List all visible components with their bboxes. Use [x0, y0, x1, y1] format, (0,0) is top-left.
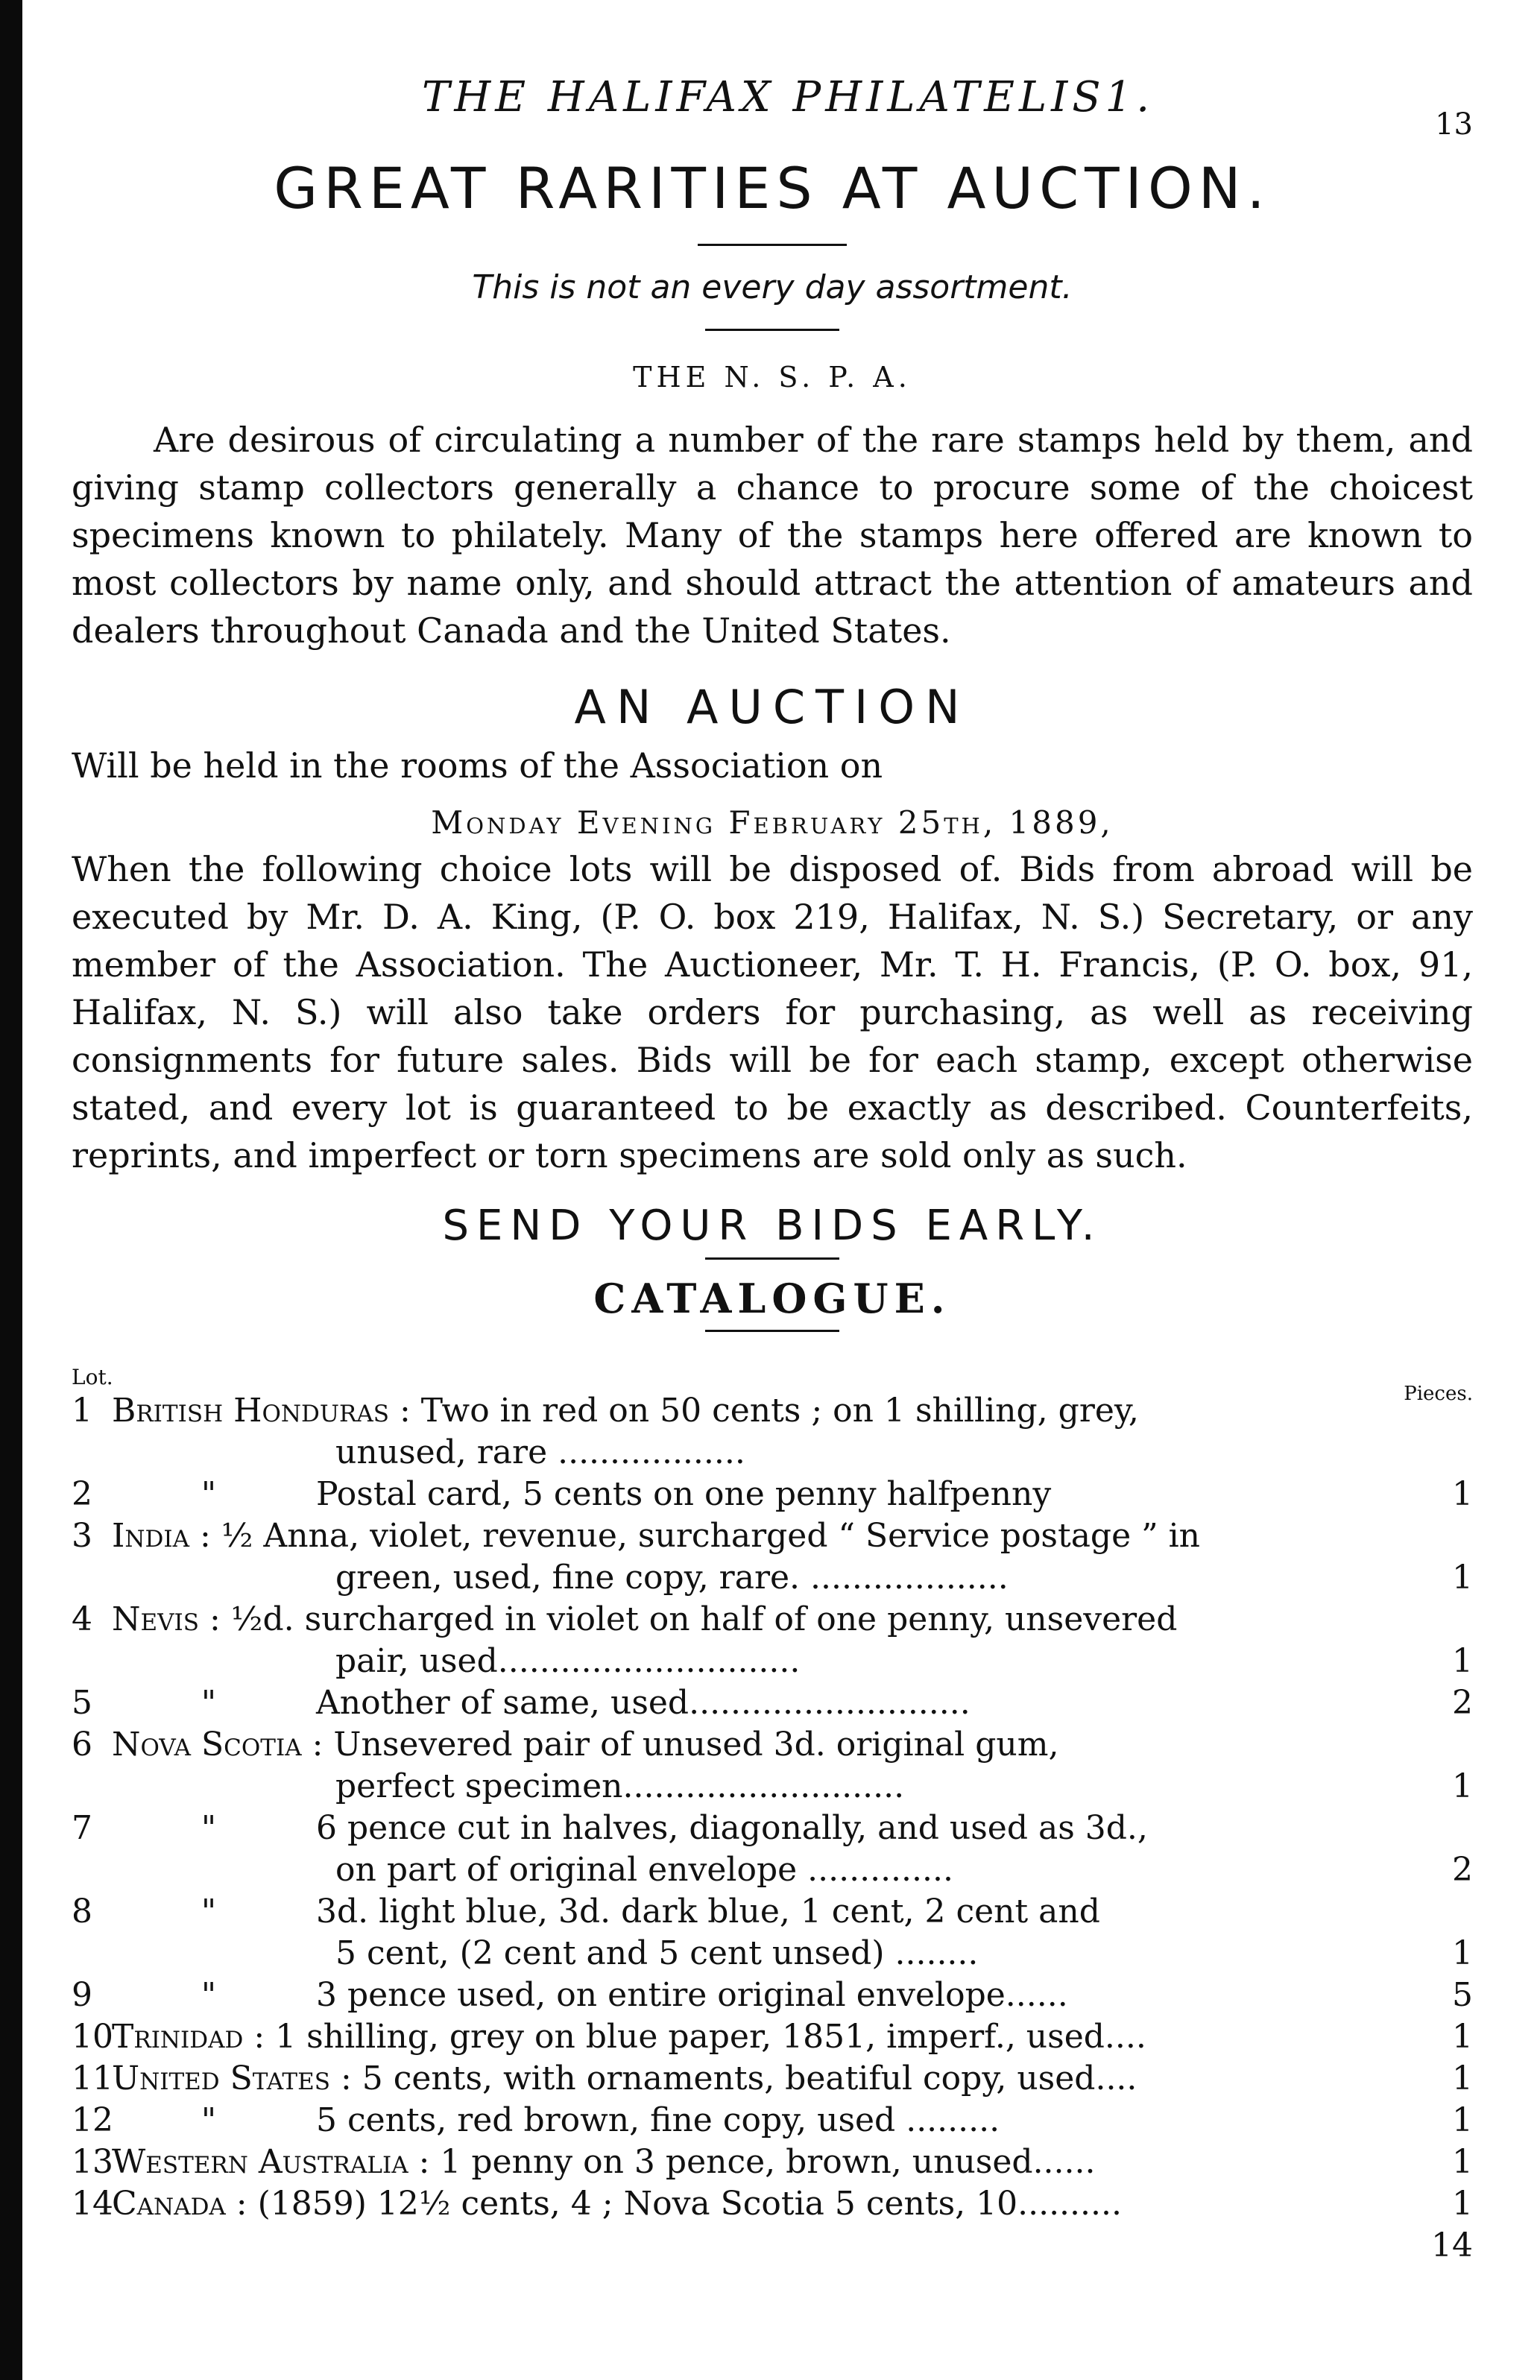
org-name: THE N. S. P. A. [633, 361, 912, 394]
details-paragraph: When the following choice lots will be disposed of. Bids from abroad will be executed by Mr. D. A. King, (P. O. box 219, Halifax, N. S.) Secretary, or any member of the Association. The Auctioneer, Mr. T. H. Francis, (P. O. box, 91, Halifax, N. S.) will also take orders for purchasing, as well as receiving consignments for future sales. Bids will be for each stamp, except otherwise stated, and every lot is guaranteed to be exactly as described. Counterfeits, reprints, and imperfect or torn specimens are sold only as such. [72, 849, 1473, 1175]
lot-country: Canada : [112, 2185, 247, 2223]
lot-pieces: 2 [1452, 1851, 1473, 1889]
lot-country: " [201, 2101, 217, 2139]
lot-pieces: 1 [1452, 2143, 1473, 2181]
pieces-column-label: Pieces. [1404, 1383, 1473, 1405]
lot-text: ½ Anna, violet, revenue, surcharged “ Service postage ” in [210, 1517, 1201, 1555]
lot-description [101, 2016, 1383, 2058]
lot-text: ½d. surcharged in violet on half of one penny, unsevered [220, 1600, 1178, 1638]
lot-text: Another of same, used........................... [306, 1684, 971, 1722]
lot-text: 3d. light blue, 3d. dark blue, 1 cent, 2 cent and [306, 1893, 1100, 1931]
lot-country: " [201, 1976, 217, 2014]
held-line: Will be held in the rooms of the Association on [72, 745, 883, 786]
lot-number: 7 [72, 1809, 92, 1847]
catalogue-lot [72, 2058, 1473, 2100]
lot-text: 5 cents, with ornaments, beatiful copy, used.... [351, 2059, 1137, 2098]
lot-text: Two in red on 50 cents ; on 1 shilling, grey, [410, 1392, 1139, 1430]
lot-country: " [201, 1475, 217, 1513]
catalogue-lot [72, 2100, 1473, 2141]
lot-text-continued: on part of original envelope .............. [335, 1851, 953, 1889]
lot-text: (1859) 12½ cents, 4 ; Nova Scotia 5 cents, 10.......... [247, 2185, 1122, 2223]
lot-number: 12 [72, 2101, 113, 2139]
lot-description [101, 1390, 1383, 1474]
lot-pieces: 2 [1452, 1684, 1473, 1722]
lot-country: Western Australia : [112, 2143, 430, 2181]
lot-number: 4 [72, 1600, 92, 1638]
lot-description [101, 1515, 1383, 1599]
divider-rule [698, 244, 847, 246]
auction-date: Monday Evening February 25th, 1889, [431, 804, 1114, 841]
lot-country: British Honduras : [112, 1392, 411, 1430]
lot-pieces: 1 [1452, 1934, 1473, 1972]
running-title: THE HALIFAX PHILATELIS1. [422, 73, 1155, 121]
lot-country: Nevis : [112, 1600, 221, 1638]
lot-number: 3 [72, 1517, 92, 1555]
catalogue-lot [72, 1474, 1473, 1515]
lot-text: 1 penny on 3 pence, brown, unused...... [429, 2143, 1096, 2181]
lot-number: 11 [72, 2059, 113, 2098]
lot-description [101, 1682, 1383, 1724]
lot-description [101, 1808, 1383, 1891]
catalogue-lot [72, 1682, 1473, 1724]
catalogue-lot [72, 1599, 1473, 1682]
lot-text-continued: 5 cent, (2 cent and 5 cent unsed) ........ [335, 1934, 979, 1972]
lot-number: 6 [72, 1726, 92, 1764]
lot-country: " [201, 1809, 217, 1847]
lot-text-continued: perfect specimen........................... [335, 1767, 905, 1805]
lot-country: United States : [112, 2059, 352, 2098]
catalogue-lot [72, 1390, 1473, 1474]
lot-number: 14 [72, 2185, 113, 2223]
auction-heading: AN AUCTION [574, 680, 971, 734]
lot-text: 3 pence used, on entire original envelope...... [306, 1976, 1068, 2014]
lot-country: Nova Scotia : [112, 1726, 324, 1764]
lot-number: 9 [72, 1976, 92, 2014]
catalogue-lot [72, 2016, 1473, 2058]
lot-number: 8 [72, 1893, 92, 1931]
page-spine-shadow [0, 0, 22, 2380]
final-pieces: 14 [1431, 2226, 1473, 2264]
lot-text-continued: unused, rare .................. [335, 1433, 745, 1471]
lot-country: " [201, 1684, 217, 1722]
lot-pieces: 1 [1452, 2101, 1473, 2139]
lot-number: 5 [72, 1684, 92, 1722]
lot-number: 1 [72, 1392, 92, 1430]
divider-rule [705, 1257, 839, 1260]
catalogue-lot [72, 1515, 1473, 1599]
catalogue-lot [72, 1724, 1473, 1808]
subheading: This is not an every day assortment. [472, 268, 1073, 306]
lot-text: Unsevered pair of unused 3d. original gum, [323, 1726, 1059, 1764]
lot-description [101, 1474, 1383, 1515]
running-head [72, 60, 1473, 142]
lot-text: 1 shilling, grey on blue paper, 1851, imperf., used.... [265, 2018, 1146, 2056]
lot-description [101, 1724, 1383, 1808]
lot-pieces: 1 [1452, 2018, 1473, 2056]
divider-rule [705, 329, 839, 331]
lot-description [101, 1891, 1383, 1975]
page-number: 13 [1435, 107, 1473, 142]
document-page [72, 60, 1473, 2267]
main-heading: GREAT RARITIES AT AUCTION. [274, 155, 1271, 221]
lot-pieces: 5 [1452, 1976, 1473, 2014]
lot-number: 13 [72, 2143, 113, 2181]
intro-paragraph [72, 416, 1473, 654]
lot-column-label: Lot. [72, 1365, 113, 1389]
catalogue-lot [72, 1808, 1473, 1891]
lot-description [101, 1975, 1383, 2016]
lot-description [101, 2183, 1383, 2225]
catalogue-lot [72, 1891, 1473, 1975]
catalogue-lot [72, 2183, 1473, 2225]
lot-text: Postal card, 5 cents on one penny halfpenny [306, 1475, 1052, 1513]
lot-pieces: 1 [1452, 1475, 1473, 1513]
lot-text: 6 pence cut in halves, diagonally, and used as 3d., [306, 1809, 1148, 1847]
lot-country: " [201, 1893, 217, 1931]
lot-pieces: 1 [1452, 2185, 1473, 2223]
lot-pieces: 1 [1452, 1642, 1473, 1680]
catalogue-lot [72, 1975, 1473, 2016]
lot-number: 2 [72, 1475, 92, 1513]
lot-text: 5 cents, red brown, fine copy, used ......... [306, 2101, 1000, 2139]
catalogue-final-pieces-row [72, 2225, 1473, 2267]
lot-pieces: 1 [1452, 1767, 1473, 1805]
lot-pieces: 1 [1452, 1559, 1473, 1597]
lot-description [101, 2058, 1383, 2100]
lot-text-continued: green, used, fine copy, rare. ................... [335, 1559, 1009, 1597]
lot-description [101, 2100, 1383, 2141]
catalogue-lot [72, 2141, 1473, 2183]
send-bids-notice: SEND YOUR BIDS EARLY. [442, 1202, 1102, 1250]
catalogue-column-header [72, 1338, 1473, 1405]
catalogue-list [72, 1390, 1473, 2267]
lot-description [101, 1599, 1383, 1682]
catalogue-heading: CATALOGUE. [593, 1275, 951, 1322]
lot-text-continued: pair, used............................. [335, 1642, 801, 1680]
lot-country: India : [112, 1517, 211, 1555]
intro-text: Are desirous of circulating a number of the rare stamps held by them, and giving stamp collectors generally a chance to procure some of the choicest specimens known to philately. Many of the stamps here offered are known to most collectors by name only, and should attract the attention of amateurs and dealers throughout Canada and the United States. [72, 420, 1473, 651]
lot-description [101, 2141, 1383, 2183]
lot-country: Trinidad : [112, 2018, 265, 2056]
lot-number: 10 [72, 2018, 113, 2056]
lot-pieces: 1 [1452, 2059, 1473, 2098]
divider-rule [705, 1330, 839, 1332]
